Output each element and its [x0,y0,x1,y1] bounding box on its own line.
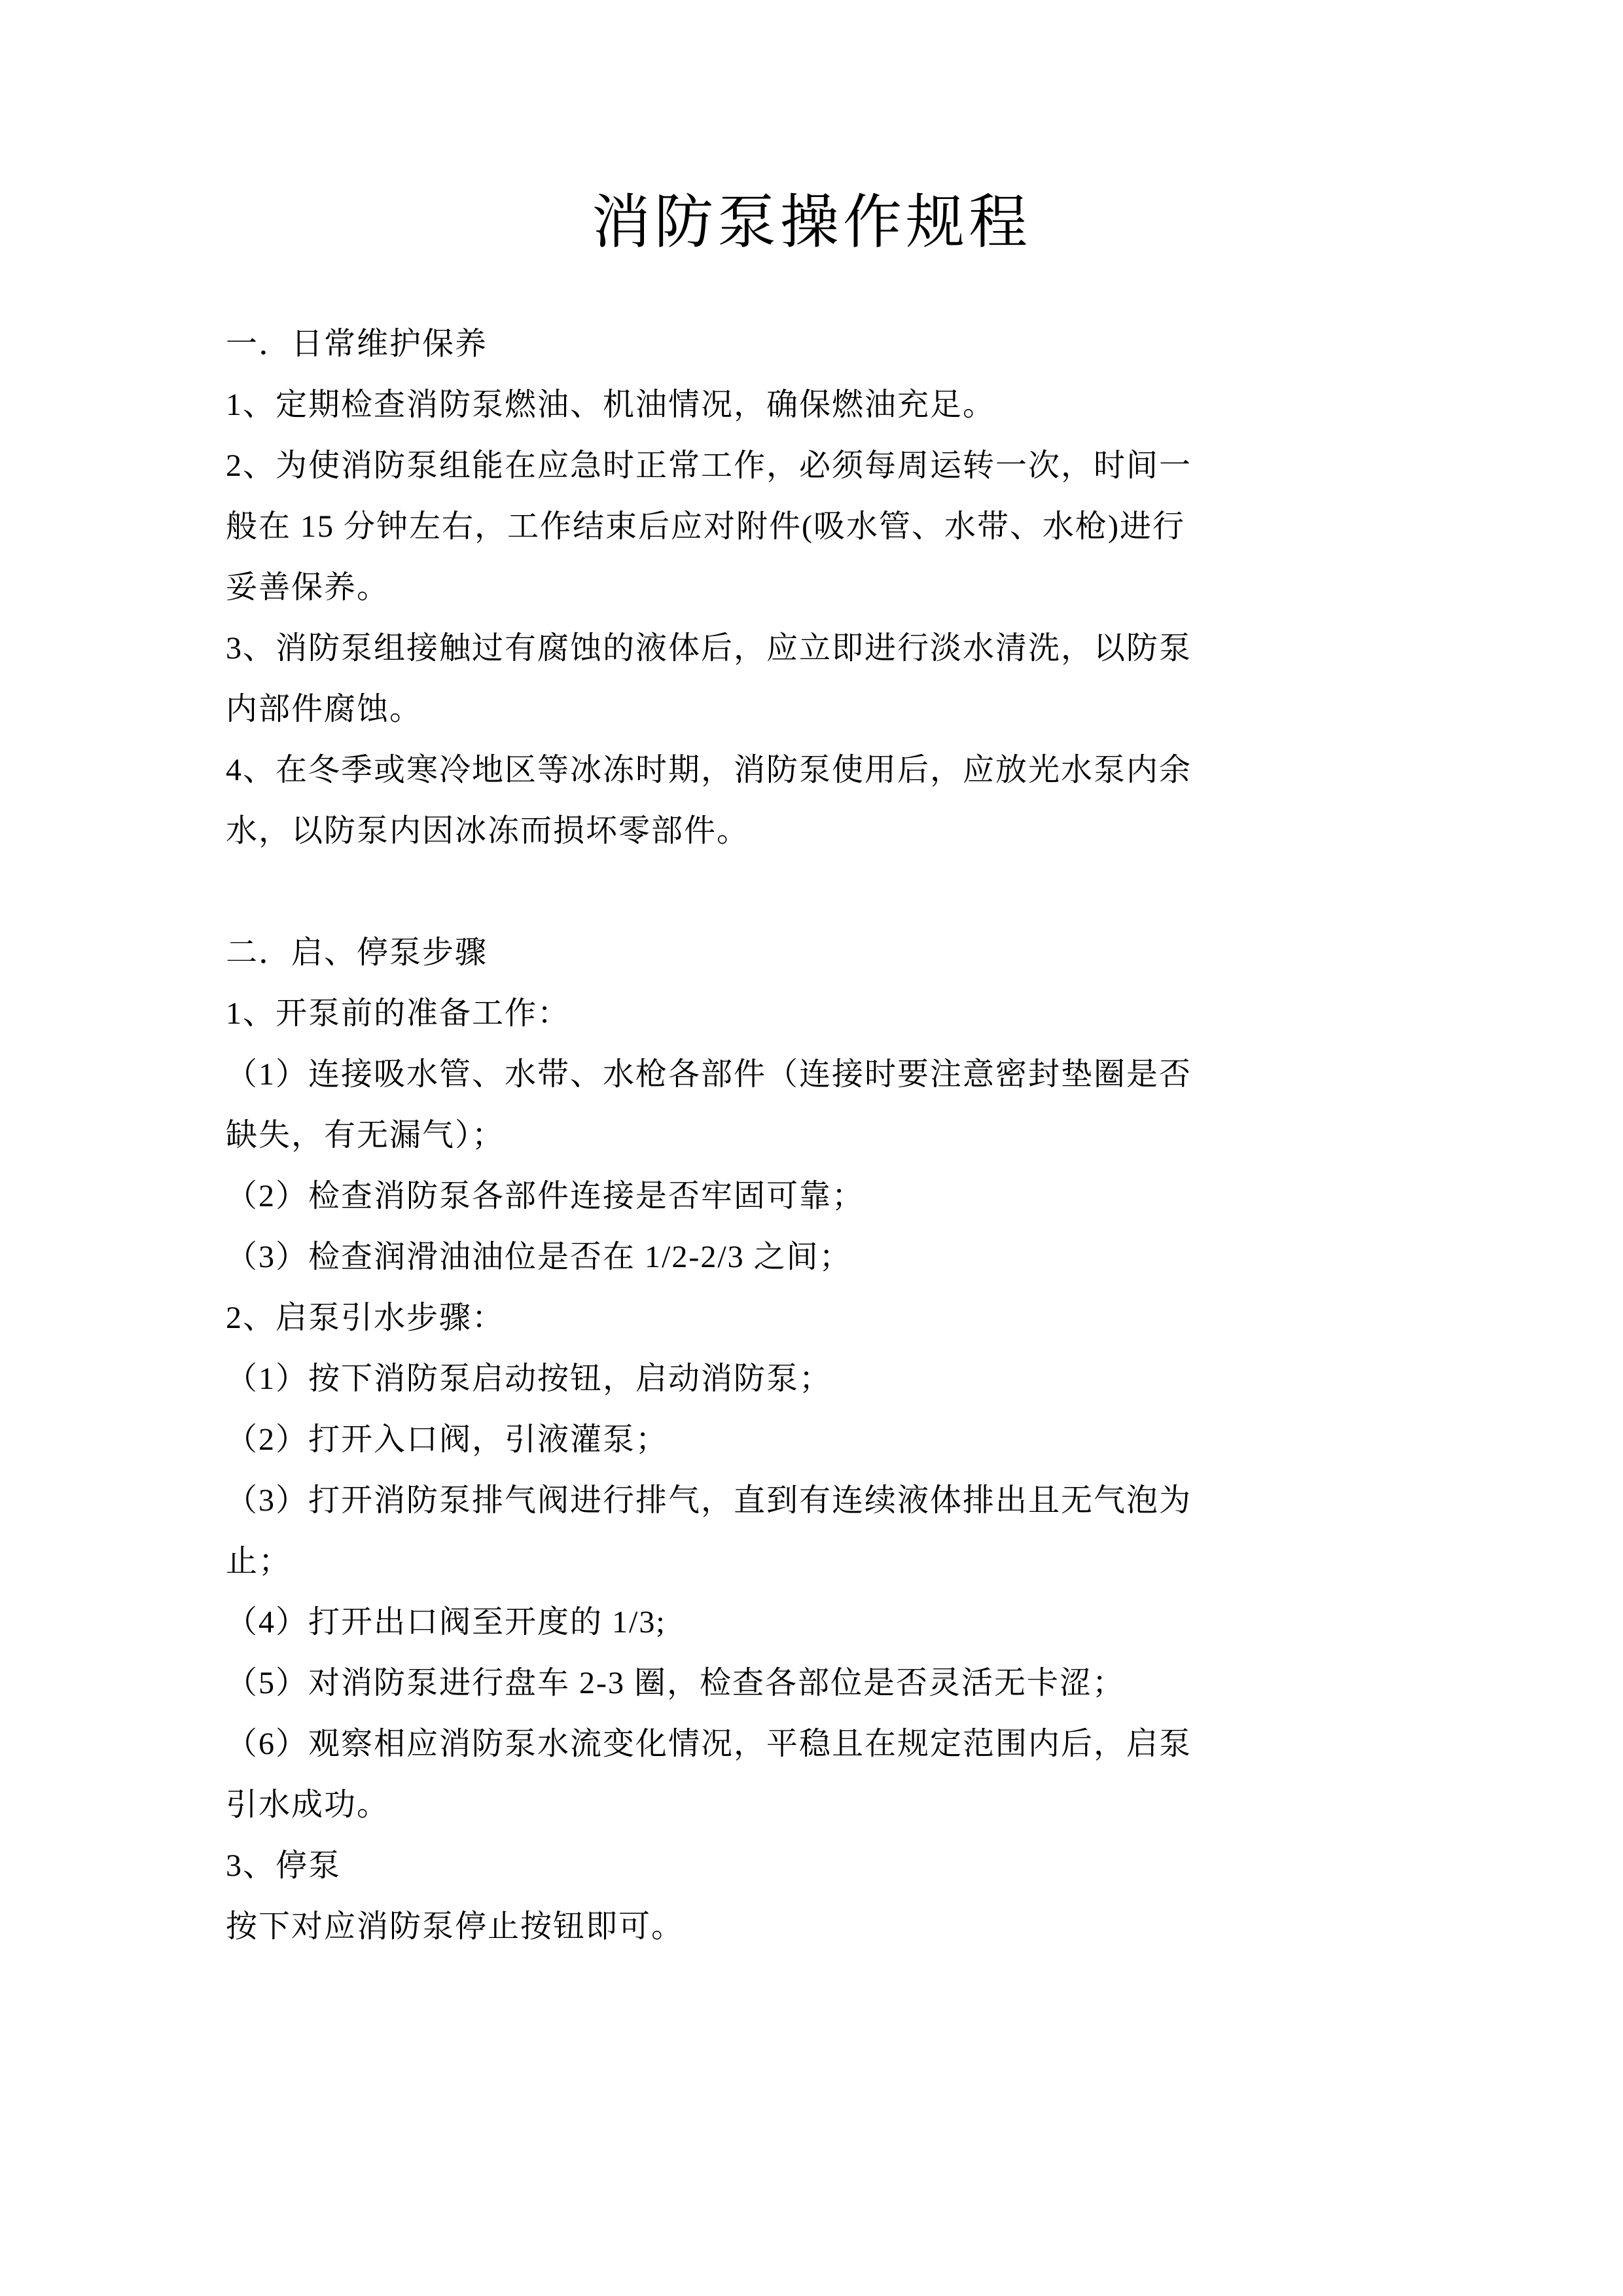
text-line: （2）检查消防泵各部件连接是否牢固可靠； [226,1179,865,1213]
text-line: （3）打开消防泵排气阀进行排气，直到有连续液体排出且无气泡为 [226,1483,1192,1518]
text-line: 内部件腐蚀。 [226,692,423,726]
document-title: 消防泵操作规程 [592,190,1031,255]
text-line: 4、在冬季或寒冷地区等冰冻时期，消防泵使用后，应放光水泵内余 [226,753,1192,787]
text-line: （4）打开出口阀至开度的 1/3; [226,1605,666,1640]
section-heading: 二．启、停泵步骤 [226,935,488,970]
text-line: 2、为使消防泵组能在应急时正常工作，必须每周运转一次，时间一 [226,448,1192,483]
text-line: 止； [226,1544,292,1579]
text-line: （1）连接吸水管、水带、水枪各部件（连接时要注意密封垫圈是否 [226,1057,1192,1092]
text-line: 3、停泵 [226,1848,342,1883]
text-line: 水，以防泵内因冰冻而损坏零部件。 [226,814,750,848]
text-line: 1、开泵前的准备工作： [226,996,571,1031]
text-line: 妥善保养。 [226,570,390,605]
document-body [226,314,1427,1957]
text-line: 般在 15 分钟左右，工作结束后应对附件(吸水管、水带、水枪)进行 [226,509,1185,544]
text-line: 1、定期检查消防泵燃油、机油情况，确保燃油充足。 [226,387,996,422]
text-line: 引水成功。 [226,1787,390,1822]
text-line: 2、启泵引水步骤： [226,1300,505,1335]
text-line: 缺失，有无漏气）； [226,1118,505,1153]
text-line: （6）观察相应消防泵水流变化情况，平稳且在规定范围内后，启泵 [226,1727,1192,1761]
section-heading: 一．日常维护保养 [226,327,488,361]
text-line: （5）对消防泵进行盘车 2-3 圈，检查各部位是否灵活无卡涩； [226,1666,1125,1700]
text-line: （1）按下消防泵启动按钮，启动消防泵； [226,1361,832,1396]
text-line: 按下对应消防泵停止按钮即可。 [226,1909,685,1944]
text-line: （2）打开入口阀，引液灌泵； [226,1422,669,1457]
text-line: 3、消防泵组接触过有腐蚀的液体后，应立即进行淡水清洗，以防泵 [226,631,1192,666]
blank-line [226,861,1427,922]
text-line: （3）检查润滑油油位是否在 1/2-2/3 之间； [226,1240,852,1274]
